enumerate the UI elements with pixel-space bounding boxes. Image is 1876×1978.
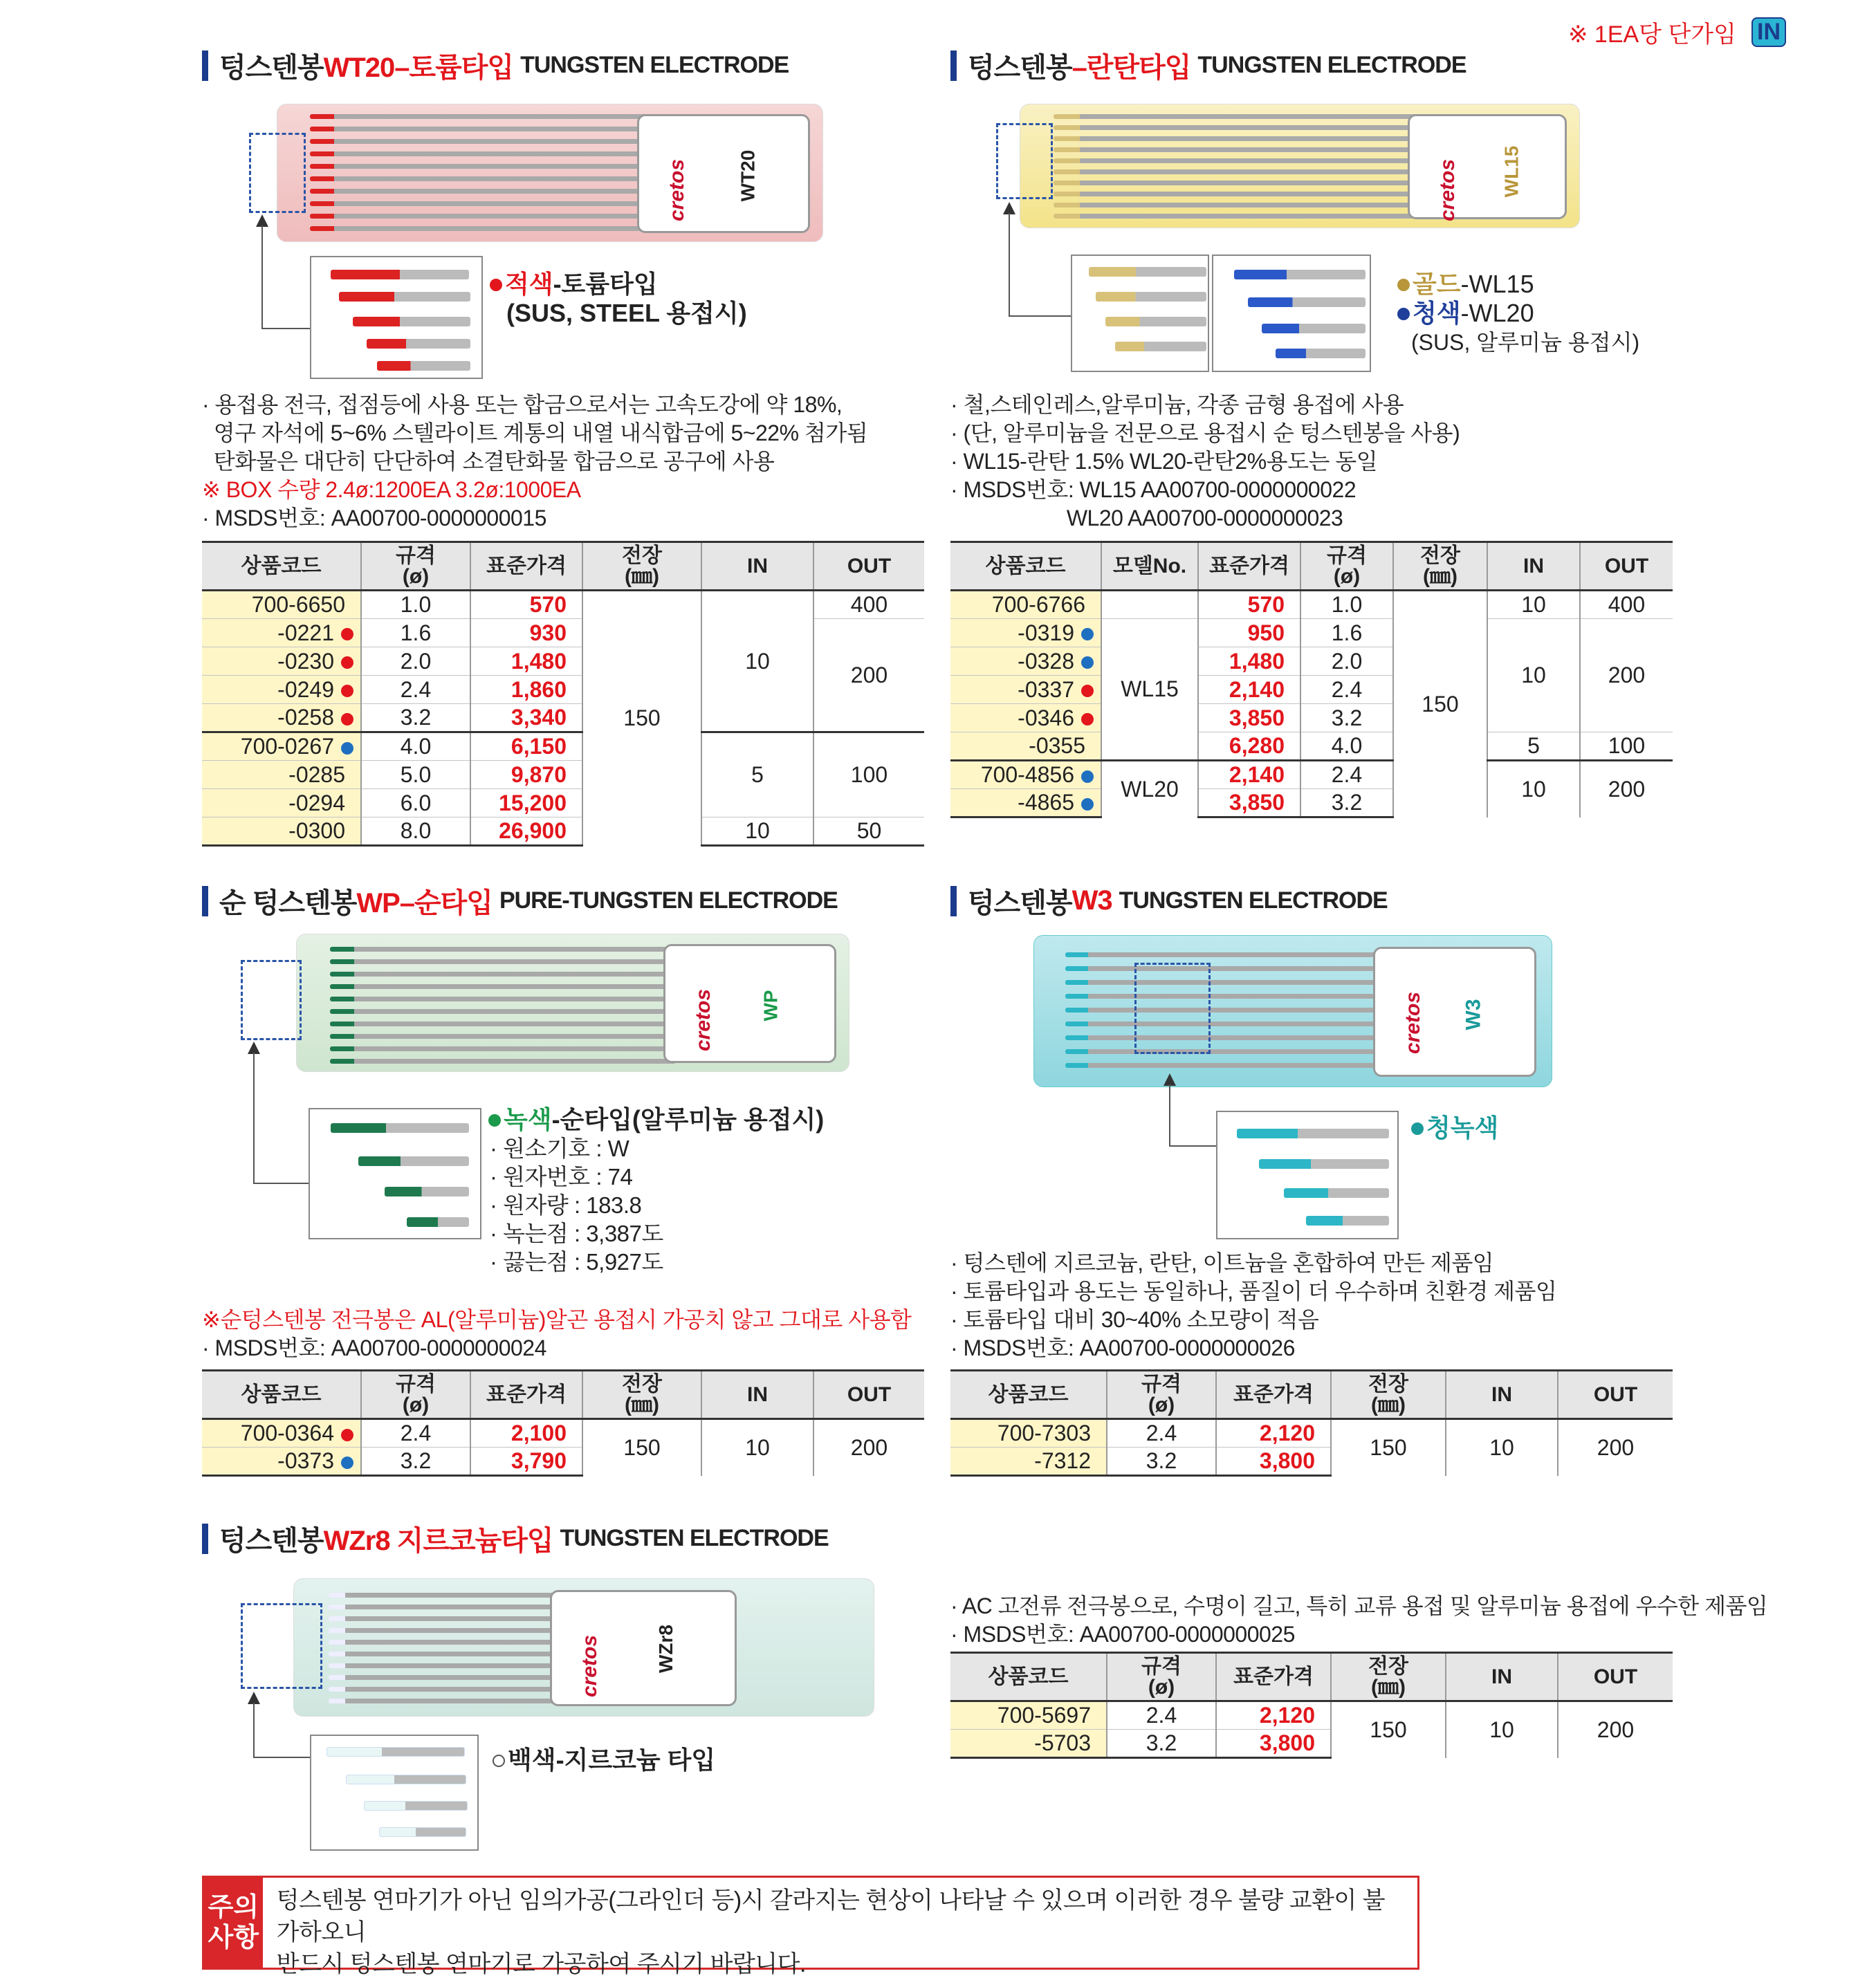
electrode-rod xyxy=(1054,214,1427,219)
highlight-box-wzr8 xyxy=(241,1603,322,1689)
size: 2.4 xyxy=(1300,761,1393,789)
out-qty: 100 xyxy=(813,732,924,817)
electrode-rod xyxy=(1065,966,1390,971)
box-quantity-note: ※ BOX 수량 2.4ø:1200EA 3.2ø:1000EA xyxy=(202,477,581,502)
table-row xyxy=(202,817,924,846)
price: 2,140 xyxy=(1198,761,1300,789)
size: 1.6 xyxy=(1300,619,1393,647)
product-code xyxy=(202,817,361,846)
product-code-text: -0319 xyxy=(1018,620,1074,645)
electrode-rod xyxy=(1054,147,1427,152)
table-row xyxy=(950,761,1673,789)
product-code-text: 700-5697 xyxy=(997,1703,1091,1728)
size: 4.0 xyxy=(361,732,470,761)
length: 150 xyxy=(582,591,701,846)
price: 3,850 xyxy=(1198,704,1300,732)
header-size: 규격 (ø) xyxy=(361,542,470,591)
caution-text: 텅스텐봉 연마기가 아닌 임의가공(그라인더 등)시 갈라지는 현상이 나타날 수 있으며 이러한 경우 불량 교환이 불가하오니 반드시 텅스텐봉 연마기로 가공하여 주시기 바랍니다. xyxy=(276,1887,1386,1977)
price: 26,900 xyxy=(470,817,582,846)
electrode-rod xyxy=(329,1593,564,1598)
highlight-box-wl xyxy=(996,123,1053,199)
price: 3,850 xyxy=(1198,789,1300,817)
unit-price-note: ※ 1EA당 단가임 IN xyxy=(1568,15,1786,49)
color-dot xyxy=(1081,685,1094,697)
electrode-rod xyxy=(1065,1049,1390,1054)
in-qty: 10 xyxy=(1487,761,1580,817)
section-title-w3: 텅스텐봉 W3 TUNGSTEN ELECTRODE xyxy=(950,881,1388,921)
out-qty: 100 xyxy=(1580,732,1673,761)
size: 2.4 xyxy=(361,1419,470,1448)
msds-number: · MSDS번호: AA00700-0000000025 xyxy=(950,1622,1295,1647)
product-code xyxy=(950,647,1101,676)
product-code xyxy=(202,676,361,704)
section-title-wzr8: 텅스텐봉 WZr8 지르코늄타입 TUNGSTEN ELECTRODE xyxy=(202,1519,829,1558)
electrode-rod xyxy=(310,201,656,206)
price: 2,100 xyxy=(470,1419,582,1448)
electrode-rod xyxy=(1054,158,1427,163)
color-dot xyxy=(341,742,353,755)
product-code-text: -0337 xyxy=(1018,676,1074,702)
table-row xyxy=(950,619,1673,647)
size: 3.2 xyxy=(1300,789,1393,817)
electrode-rod xyxy=(1054,114,1427,119)
spec-table-wp: 상품코드 규격 (ø) 표준가격 전장 (㎜) IN OUT 700-0364 2.4 2,100 150 10 200 -0373 3.2 3,790 xyxy=(202,1369,924,1477)
electrode-rod xyxy=(330,1022,676,1026)
electrode-rod xyxy=(1054,203,1427,207)
spec-table-w3: 상품코드 규격 (ø) 표준가격 전장 (㎜) IN OUT 700-7303 2.4 2,120 150 10 200 -7312 3.2 3,800 xyxy=(950,1369,1673,1477)
highlight-box-wt20 xyxy=(249,133,306,213)
product-code xyxy=(202,761,361,789)
size: 2.0 xyxy=(1300,647,1393,676)
color-dot xyxy=(341,656,353,669)
caution-box xyxy=(202,1876,1419,1977)
color-dot xyxy=(1081,628,1094,640)
electrode-rod xyxy=(1065,1035,1390,1040)
section-title-wp: 순 텅스텐봉 WP–순타입 PURE-TUNGSTEN ELECTRODE xyxy=(202,881,838,921)
size: 8.0 xyxy=(361,817,470,846)
electrode-rod xyxy=(1065,1063,1390,1068)
aluminum-note: ※순텅스텐봉 전극봉은 AL(알루미늄)알곤 용접시 가공치 않고 그대로 사용함 xyxy=(202,1307,912,1332)
size: 3.2 xyxy=(1107,1730,1216,1758)
electrode-rod xyxy=(1054,192,1427,196)
model-no: WL15 xyxy=(1101,619,1198,761)
electrode-rod xyxy=(310,214,656,219)
electrode-rod xyxy=(310,151,656,156)
out-qty: 400 xyxy=(813,591,924,619)
product-code-text: -0300 xyxy=(288,818,345,843)
photo-model-label: WZr8 xyxy=(655,1625,677,1673)
color-dot xyxy=(341,713,353,725)
price: 930 xyxy=(470,619,582,647)
price: 9,870 xyxy=(470,761,582,789)
product-code xyxy=(950,676,1101,704)
electrode-rod xyxy=(329,1675,564,1680)
out-qty: 200 xyxy=(813,619,924,732)
product-code xyxy=(950,732,1101,761)
table-row xyxy=(202,732,924,761)
electrode-rod xyxy=(330,1034,676,1039)
out-qty: 200 xyxy=(1558,1419,1673,1476)
size: 2.4 xyxy=(1300,676,1393,704)
closeup-wl15 xyxy=(1071,255,1209,372)
product-code xyxy=(950,761,1101,789)
in-qty: 10 xyxy=(701,1419,813,1476)
msds-number: · MSDS번호: WL15 AA00700-0000000022 xyxy=(950,477,1357,502)
product-code xyxy=(202,789,361,817)
electrode-rod xyxy=(1065,1022,1390,1026)
in-badge: IN xyxy=(1751,17,1786,47)
electrode-rod xyxy=(1065,994,1390,999)
price: 3,340 xyxy=(470,704,582,732)
in-qty: 10 xyxy=(1487,591,1580,619)
electrode-rod xyxy=(310,139,656,144)
price: 6,280 xyxy=(1198,732,1300,761)
price: 1,860 xyxy=(470,676,582,704)
electrode-rod xyxy=(329,1687,564,1692)
product-code-text: 700-4856 xyxy=(980,762,1074,787)
header-out: OUT xyxy=(813,542,924,591)
size: 3.2 xyxy=(1300,704,1393,732)
size: 2.4 xyxy=(1107,1701,1216,1730)
size: 1.0 xyxy=(361,591,470,619)
msds-number: · MSDS번호: AA00700-0000000026 xyxy=(950,1335,1295,1360)
in-qty: 10 xyxy=(1446,1701,1558,1758)
product-code xyxy=(950,1701,1107,1730)
in-qty: 5 xyxy=(701,732,813,817)
photo-model-label: WL15 xyxy=(1500,145,1523,198)
product-code-text: 700-0364 xyxy=(240,1421,334,1445)
section-title-wt20: 텅스텐봉 WT20–토륨타입 TUNGSTEN ELECTRODE xyxy=(202,46,789,85)
description-wp xyxy=(202,1306,911,1362)
electrode-rod xyxy=(330,997,676,1001)
product-code xyxy=(202,704,361,732)
product-code xyxy=(950,704,1101,732)
price: 2,120 xyxy=(1216,1419,1331,1448)
electrode-rod xyxy=(330,959,676,964)
price: 3,800 xyxy=(1216,1730,1331,1758)
product-code-text: -0355 xyxy=(1029,733,1085,758)
table-row xyxy=(202,591,924,619)
electrode-rod xyxy=(329,1605,564,1609)
header-in: IN xyxy=(701,542,813,591)
description-wt20: · 용접용 전극, 접점등에 사용 또는 합금으로서는 고속도강에 약 18%, 영구 자석에 5~6% 스텔라이트 계통의 내열 내식합금에 5~22% 첨가됨 탄화물은 대단히 단단하여 소결탄화물 합금으로 공구에 사용 ※ BOX 수량 2.4ø:1200EA 3.2ø:1000EA · MSDS번호: AA00700-0000000015 xyxy=(202,391,867,533)
header-length: 전장 (㎜) xyxy=(582,542,701,591)
photo-model-label: WP xyxy=(760,990,782,1022)
product-code xyxy=(950,619,1101,647)
model-no: WL20 xyxy=(1101,761,1198,817)
highlight-box-w3 xyxy=(1134,963,1211,1054)
out-qty: 400 xyxy=(1580,591,1673,619)
price: 570 xyxy=(470,591,582,619)
electrode-rod xyxy=(329,1628,564,1633)
electrode-rod xyxy=(1054,169,1427,174)
in-qty: 10 xyxy=(701,817,813,846)
price: 15,200 xyxy=(470,789,582,817)
out-qty: 200 xyxy=(813,1419,924,1476)
electrode-rod xyxy=(330,972,676,977)
product-code xyxy=(950,591,1101,619)
product-code xyxy=(202,619,361,647)
product-code xyxy=(202,732,361,761)
electrode-rod xyxy=(310,226,656,231)
product-code-text: 700-0267 xyxy=(240,734,334,759)
electrode-rod xyxy=(310,189,656,194)
electrode-rod xyxy=(330,1059,676,1064)
product-code-text: -0249 xyxy=(277,676,334,702)
size: 5.0 xyxy=(361,761,470,789)
electrode-rod xyxy=(1054,181,1427,185)
size: 3.2 xyxy=(1107,1448,1216,1476)
color-dot xyxy=(341,1457,353,1469)
size: 6.0 xyxy=(361,789,470,817)
out-qty: 200 xyxy=(1580,761,1673,817)
electrode-rod xyxy=(310,114,656,119)
electrode-rod xyxy=(310,176,656,181)
caption-wt20: 적색-토륨타입 (SUS, STEEL 용접시) xyxy=(490,270,747,328)
electrode-rod xyxy=(1065,980,1390,985)
in-qty: 10 xyxy=(1487,619,1580,732)
closeup-wp xyxy=(309,1108,481,1239)
description-wzr8: · AC 고전류 전극봉으로, 수명이 길고, 특히 교류 용접 및 알루미늄 용접에 우수한 제품임 · MSDS번호: AA00700-0000000025 xyxy=(950,1592,1767,1649)
product-code-text: -5703 xyxy=(1034,1730,1091,1755)
caption-wzr8: 백색-지르코늄 타입 xyxy=(493,1746,715,1775)
product-code xyxy=(202,1448,361,1476)
color-dot xyxy=(341,1429,353,1441)
size: 2.4 xyxy=(361,676,470,704)
product-code-text: -7312 xyxy=(1034,1448,1091,1473)
electrode-rod xyxy=(330,1046,676,1051)
table-row xyxy=(202,1419,924,1448)
size: 1.6 xyxy=(361,619,470,647)
product-photo-w3: cretos W3 xyxy=(1033,935,1552,1087)
electrode-rod xyxy=(1054,125,1427,130)
price: 570 xyxy=(1198,591,1300,619)
table-row xyxy=(950,732,1673,761)
size: 2.0 xyxy=(361,647,470,676)
spec-table-wzr8: 상품코드 규격 (ø) 표준가격 전장 (㎜) IN OUT 700-5697 2.4 2,120 150 10 200 -5703 3.2 3,800 xyxy=(950,1652,1673,1759)
size: 2.4 xyxy=(1107,1419,1216,1448)
electrode-rod xyxy=(330,1009,676,1014)
description-wl: · 철,스테인레스,알루미늄, 각종 금형 용접에 사용 · (단, 알루미늄을 전문으로 용접시 순 텅스텐봉을 사용) · WL15-란탄 1.5% WL20-란탄2%용도는 동일 · MSDS번호: WL15 AA00700-0000000022 WL20 AA00700-0000000023 xyxy=(950,392,1460,530)
closeup-wt20 xyxy=(310,256,483,379)
product-code-text: -0346 xyxy=(1018,705,1074,730)
product-code-text: -0258 xyxy=(277,705,334,730)
product-code-text: -0328 xyxy=(1018,648,1074,674)
product-code-text: -0285 xyxy=(288,761,345,787)
product-code xyxy=(950,1419,1107,1448)
product-code-text: -4865 xyxy=(1018,790,1074,815)
msds-number: · MSDS번호: AA00700-0000000015 xyxy=(202,506,546,530)
table-row xyxy=(950,1701,1673,1730)
table-row xyxy=(950,591,1673,619)
product-code xyxy=(950,1448,1107,1476)
color-dot xyxy=(341,685,353,697)
product-code xyxy=(950,1730,1107,1758)
in-qty: 5 xyxy=(1487,732,1580,761)
caption-w3: 청녹색 xyxy=(1411,1113,1498,1143)
highlight-box-wp xyxy=(241,960,302,1040)
electrode-rod xyxy=(329,1640,564,1645)
in-qty: 10 xyxy=(701,591,813,732)
product-code xyxy=(202,1419,361,1448)
spec-table-wt20 xyxy=(202,541,924,847)
out-qty: 50 xyxy=(813,817,924,846)
size: 3.2 xyxy=(361,704,470,732)
color-dot xyxy=(1081,798,1094,811)
length: 150 xyxy=(1331,1701,1446,1758)
color-dot xyxy=(1081,770,1094,783)
spec-table-wl: 상품코드 모델No. 표준가격 규격 (ø) 전장 (㎜) IN OUT 700-6766 570 1.0 150 10 400 -0319 WL15 950 1.6 10 200 -0328 1,480 2.0 -0337 2,140 2.4 -0346 3,850 3.2 -0355 6,280 4.0 5 100 700-4856 WL20 2,140 2.4 10 200 -4865 3,850 3.2 xyxy=(950,541,1673,818)
electrode-rod xyxy=(1054,136,1427,141)
in-qty: 10 xyxy=(1446,1419,1558,1476)
price: 1,480 xyxy=(470,647,582,676)
price: 2,120 xyxy=(1216,1701,1331,1730)
photo-model-label: W3 xyxy=(1462,999,1485,1030)
product-code-text: -0373 xyxy=(277,1448,334,1473)
color-dot xyxy=(1081,656,1094,669)
color-dot xyxy=(341,628,353,640)
length: 150 xyxy=(1331,1419,1446,1476)
electrode-rod xyxy=(330,947,676,952)
caption-wp: 녹색-순타입(알루미늄 용접시) xyxy=(488,1105,824,1134)
product-photo-wzr8: cretos WZr8 xyxy=(293,1578,874,1717)
caution-label: 주의 사항 xyxy=(204,1878,263,1968)
photo-model-label: WT20 xyxy=(737,149,759,202)
model-empty xyxy=(1101,591,1198,619)
product-code xyxy=(950,789,1101,817)
price: 3,800 xyxy=(1216,1448,1331,1476)
out-qty: 200 xyxy=(1558,1701,1673,1758)
product-code xyxy=(202,647,361,676)
header-code: 상품코드 xyxy=(202,542,361,591)
electrode-rod xyxy=(310,127,656,131)
product-code-text: 700-7303 xyxy=(997,1421,1091,1445)
msds-number: · MSDS번호: AA00700-0000000024 xyxy=(202,1335,546,1360)
price: 950 xyxy=(1198,619,1300,647)
caption-wl: 골드-WL15 청색-WL20 (SUS, 알루미늄 용접시) xyxy=(1397,270,1639,357)
closeup-w3 xyxy=(1216,1111,1399,1239)
out-qty: 200 xyxy=(1580,619,1673,732)
price: 2,140 xyxy=(1198,676,1300,704)
electrode-rod xyxy=(1065,1008,1390,1013)
length: 150 xyxy=(582,1419,701,1476)
product-code-text: 700-6766 xyxy=(991,592,1085,617)
product-photo-wl: cretos WL15 xyxy=(1020,104,1580,228)
color-dot xyxy=(1081,713,1094,725)
price: 6,150 xyxy=(470,732,582,761)
size: 4.0 xyxy=(1300,732,1393,761)
closeup-wl20 xyxy=(1212,255,1371,372)
length: 150 xyxy=(1393,591,1487,817)
description-w3: · 텅스텐에 지르코늄, 란탄, 이트늄을 혼합하여 만든 제품임 · 토륨타입과 용도는 동일하나, 품질이 더 우수하며 친환경 제품임 · 토륨타입 대비 30~40% 소모량이 적음 · MSDS번호: AA00700-0000000026 xyxy=(950,1249,1556,1362)
size: 1.0 xyxy=(1300,591,1393,619)
electrode-rod xyxy=(1065,952,1390,957)
element-properties-wp: · 원소기호 : W · 원자번호 : 74 · 원자량 : 183.8 · 녹는점 : 3,387도 · 끓는점 : 5,927도 xyxy=(490,1136,663,1275)
header-price: 표준가격 xyxy=(470,542,582,591)
electrode-rod xyxy=(329,1699,564,1703)
product-code-text: -0221 xyxy=(277,620,334,645)
price: 3,790 xyxy=(470,1448,582,1476)
closeup-wzr8 xyxy=(310,1735,479,1851)
price: 1,480 xyxy=(1198,647,1300,676)
product-code-text: 700-6650 xyxy=(251,592,345,617)
section-title-wl: 텅스텐봉 –란탄타입 TUNGSTEN ELECTRODE xyxy=(950,46,1466,85)
electrode-rod xyxy=(329,1652,564,1656)
product-code-text: -0230 xyxy=(277,648,334,674)
electrode-rod xyxy=(310,164,656,169)
product-code xyxy=(202,591,361,619)
electrode-rod xyxy=(329,1663,564,1668)
product-code-text: -0294 xyxy=(288,790,345,815)
product-photo-wt20: cretos WT20 xyxy=(277,104,823,242)
electrode-rod xyxy=(329,1616,564,1621)
table-row xyxy=(950,1419,1673,1448)
table-row xyxy=(202,619,924,647)
electrode-rod xyxy=(330,984,676,989)
product-photo-wp: cretos WP xyxy=(296,934,849,1072)
size: 3.2 xyxy=(361,1448,470,1476)
